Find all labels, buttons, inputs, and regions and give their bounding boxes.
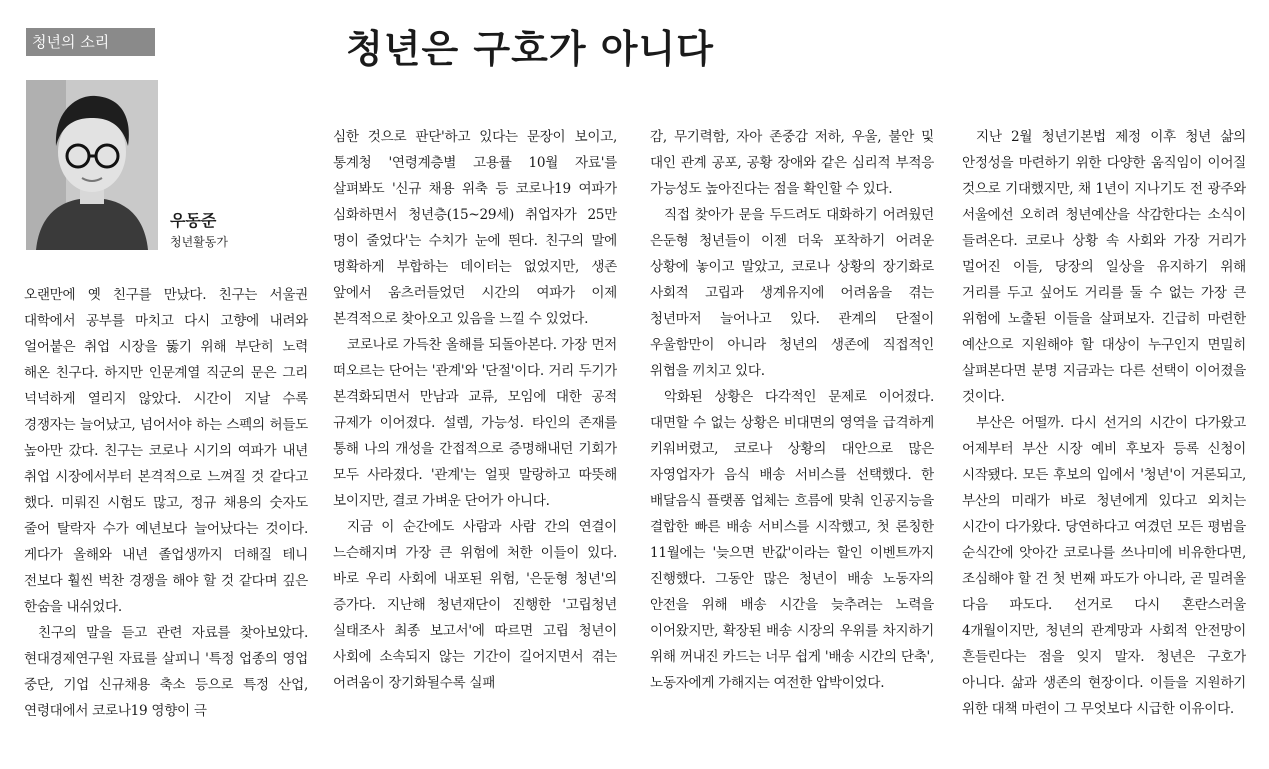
- article-column-4: [962, 124, 1246, 754]
- paragraph: 악화된 상황은 다각적인 문제로 이어졌다. 대면할 수 없는 상황은 비대면의 영역을 급격하게 키워버렸고, 코로나 상황의 대안으로 많은 자영업자가 음식 배송 서비스를 선택했다. 한 배달음식 플랫폼 업체는 흐름에 맞춰 인공지능을 결합한 빠른 배송 서비스를 시작했고, 첫 론칭한 11월에는 '늦으면 반값'이라는 할인 이벤트까지 진행했다. 그동안 많은 청년이 배송 노동자의 안전을 위해 배송 시간을 늦추려는 노력을 이어왔지만, 확장된 배송 시장의 우위를 차지하기 위해 꺼내진 카드는 너무 쉽게 '배송 시간의 단축', 노동자에게 가해지는 여전한 압박이었다.: [650, 389, 934, 691]
- section-tag: 청년의 소리: [26, 28, 155, 56]
- paragraph: 직접 찾아가 문을 두드려도 대화하기 어려웠던 은둔형 청년들이 이젠 더욱 포착하기 어려운 상황에 놓이고 말았고, 코로나 상황의 장기화로 사회적 고립과 생계유지에 어려움을 겪는 청년마저 늘어나고 있다. 관계의 단절이 우울함만이 아니라 청년의 생존에 직접적인 위협을 끼치고 있다.: [650, 207, 934, 379]
- author-photo: [26, 80, 158, 250]
- article-column-2: [333, 124, 617, 754]
- headline: 청년은 구호가 아니다: [346, 26, 714, 71]
- paragraph: 코로나로 가득찬 올해를 되돌아본다. 가장 먼저 떠오르는 단어는 '관계'와 '단절'이다. 거리 두기가 본격화되면서 만남과 교류, 모임에 대한 공적 규제가 이어졌다. 설렘, 가능성. 타인의 존재를 통해 나의 개성을 간접적으로 증명해내던 기회가 모두 사라졌다. '관계'는 얼핏 말랑하고 따뜻해 보이지만, 결코 가벼운 단어가 아니다.: [333, 337, 617, 509]
- paragraph: 지난 2월 청년기본법 제정 이후 청년 삶의 안정성을 마련하기 위한 다양한 움직임이 이어질 것으로 기대했지만, 채 1년이 지나기도 전 광주와 서울에선 오히려 청년예산을 삭감한다는 소식이 들려온다. 코로나 상황 속 사회와 가장 거리가 멀어진 이들, 당장의 일상을 유지하기 위해 거리를 두고 싶어도 거리를 둘 수 없는 가장 큰 위험에 노출된 이들을 살펴보자. 긴급히 마련한 예산으로 지원해야 할 대상이 누구인지 면밀히 살펴본다면 분명 지금과는 다른 선택이 이어졌을 것이다.: [962, 129, 1246, 405]
- article-column-3: [650, 124, 934, 754]
- paragraph: 오랜만에 옛 친구를 만났다. 친구는 서울권 대학에서 공부를 마치고 다시 고향에 내려와 얼어붙은 취업 시장을 뚫기 위해 부단히 노력 해온 친구다. 하지만 인문계열 직군의 문은 그리 넉넉하게 열리지 않았다. 시간이 지날 수록 경쟁자는 늘어났고, 넘어서야 하는 스펙의 허들도 높아만 갔다. 친구는 코로나 시기의 여파가 내년 취업 시장에서부터 본격적으로 느껴질 것 같다고 했다. 미뤄진 시험도 많고, 정규 채용의 숫자도 줄어 탈락자 수가 예년보다 늘어났다는 것이다. 게다가 올해와 내년 졸업생까지 더해질 테니 전보다 훨씬 벅찬 경쟁을 해야 할 것 같다며 깊은 한숨을 내쉬었다.: [24, 287, 308, 615]
- paragraph: 심한 것으로 판단'하고 있다는 문장이 보이고, 통계청 '연령계층별 고용률 10월 자료'를 살펴봐도 '신규 채용 위축 등 코로나19 여파가 심화하면서 청년층(15~29세) 취업자가 25만 명이 줄었다'는 수치가 눈에 띈다. 친구의 말에 명확하게 부합하는 데이터는 없었지만, 생존 앞에서 움츠러들었던 시간의 여파가 이제 본격적으로 찾아오고 있음을 느낄 수 있었다.: [333, 129, 617, 327]
- paragraph: 부산은 어떨까. 다시 선거의 시간이 다가왔고 어제부터 부산 시장 예비 후보자 등록 신청이 시작됐다. 모든 후보의 입에서 '청년'이 거론되고, 부산의 미래가 바로 청년에게 있다고 외치는 시간이 다가왔다. 당연하다고 여겼던 모든 평범을 순식간에 앗아간 코로나를 쓰나미에 비유한다면, 조심해야 할 건 첫 번째 파도가 아니라, 곧 밀려올 다음 파도다. 선거로 다시 혼란스러울 4개월이지만, 청년의 관계망과 사회적 안전망이 흔들린다는 점을 잊지 말자. 청년은 구호가 아니다. 삶과 생존의 현장이다. 이들을 지원하기 위한 대책 마련이 그 무엇보다 시급한 이유이다.: [962, 415, 1246, 717]
- portrait-image: [26, 80, 158, 250]
- author-role: 청년활동가: [170, 235, 228, 249]
- paragraph: 지금 이 순간에도 사람과 사람 간의 연결이 느슨해지며 가장 큰 위험에 처한 이들이 있다. 바로 우리 사회에 내포된 위험, '은둔형 청년'의 증가다. 지난해 청년재단이 진행한 '고립청년 실태조사 최종 보고서'에 따르면 고립 청년이 사회에 소속되지 않는 기간이 길어지면서 겪는 어려움이 장기화될수록 실패: [333, 519, 617, 691]
- author-name: 우동준: [170, 211, 217, 230]
- article-column-1: [24, 282, 308, 752]
- paragraph: 친구의 말을 듣고 관련 자료를 찾아보았다. 현대경제연구원 자료를 살피니 '특정 업종의 영업 중단, 기업 신규채용 축소 등으로 특정 산업, 연령대에서 코로나19 영향이 극: [24, 625, 308, 719]
- paragraph: 감, 무기력함, 자아 존중감 저하, 우울, 불안 및 대인 관계 공포, 공황 장애와 같은 심리적 부적응 가능성도 높아진다는 점을 확인할 수 있다.: [650, 129, 934, 197]
